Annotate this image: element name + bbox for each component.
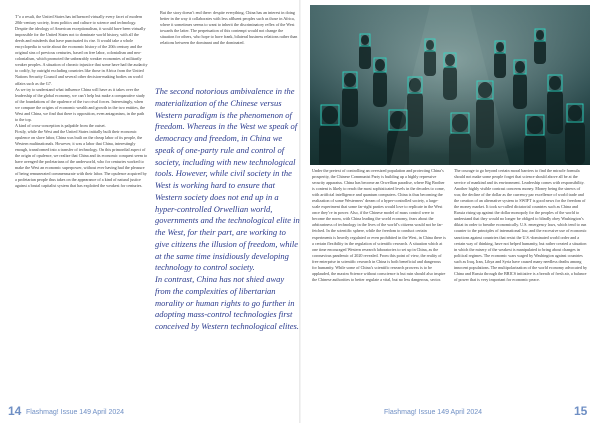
paragraph: As we try to understand what influence China will have as it takes over the leadership of the global economy, we can’t help but make a comparative study of the foundations of the opulence of the two rival forces. Interestingly, when we compare the origins of economic wealth and growth in the two entities, the West and China, we find that there is opposition, even antagonism, in the path to the top. bbox=[15, 86, 145, 122]
right-column-2 bbox=[454, 168, 588, 404]
surveillance-crowd-photo bbox=[310, 5, 590, 165]
pull-quote-paragraph: The second notorious ambivalence in the materialization of the Chinese versus Western paradigm is the phenomenon of freedom. Whereas in the West we speak of democracy and freedom, in China we speak of one-party rule and control of society, including with new technological tools. However, while civil society in the West is working hard to ensure that Western society does not end up in a hyper-controlled Orwellian world, governments and the technological elite in the West, for their part, are working to give citizens the illusion of freedom, while at the same time insidiously developing technology to control society. bbox=[155, 86, 300, 273]
left-column-1 bbox=[15, 14, 148, 390]
paragraph: Firstly, while the West and the United States initially built their economic opulence on slave labor, China was built on the cheap labor of its people, the Western multinationals. However, it was a labor that China, interestingly enough, transformed into a transfer of technology. On this primordial aspect of the origin of opulence, we realize that China and its economic conquest seem to have avenged the proletarians of the underworld, who for centuries worked to make the West an economic superpower, without ever having had the pleasure of being remunerated commensurate with their labor. The opulence acquired by a proletarian people thus takes on the appearance of a kind of natural justice against a brutal capitalist system that has exploited the weakest for centuries. bbox=[15, 128, 148, 189]
right-column-1 bbox=[312, 168, 446, 404]
footer-left: Flashmag! Issue 149 April 2024 bbox=[26, 409, 125, 416]
page-number-right: 15 bbox=[574, 404, 588, 418]
left-column-2-intro bbox=[160, 10, 298, 84]
paragraph: Under the pretext of controlling an oversized population and protecting China’s prosperity, the Chinese Communist Party is building up a highly repressive security apparatus. China has become an Orwellian paradise, where Big Brother is content is likely to reach the most sophisticated levels in the decades to come, with artificial intelligence and quantum computers. China is thus becoming the realization of some Westerners’ dream of a hyper-controlled society, a large-scale experiment that some far-right parties would love to replicate in the West once they’re in power. Also, if the Chinese model of mass control were to become the norm, with China leading the world economy, fears about the arbitrariness of technology in the lives of the world’s citizens would not be far-fetched. In the scientific sphere, while the freedom to conduct certain experiments is heavily regulated or even prohibited in the West, in China there is a certain flexibility in the regulation of scientific research. A situation which at one time encouraged Western research laboratories to set up in China, as the coronavirus pandemic of 2020 revealed. From this point of view, the reality of free enterprise in scientific research in China is both beneficial and dangerous for humanity. While some of China’s scientific research prowess is to be applauded, the maxim Science without conscience is but ruin should also inspire the Chinese authorities to better regulate a vital, but no less dangerous, sector. bbox=[312, 168, 446, 282]
paragraph: The courage to go beyond certain moral barriers to find the miracle formula should not make some people forget that science should above all be at the service of mankind and its environment. Leadership comes with responsibility. Another highly visible contrast concerns money. Money being the sinews of war, the decline of the dollar as the currency par excellence of world trade and the creation of an alternative system to SWIFT is good news for the freedom of the money market. It took so-called dictatorial countries such as China and Russia rising up against the dollar monopoly for the peoples of the world to understand that they would no longer be obliged to blindly obey Washington’s diktat in order to breathe economically. U.S. emergency laws, which tend to run counter to the principles of international law, and the excessive use of economic sanctions against countries that resist the U.S.-dominated world order and a certain way of thinking, have not helped humanity, but rather created a situation in which the misery of the weakest is manipulated to bring about changes in political regimes. The economic wars waged by Washington against countries such as Iraq, Iran, Libya and Syria have caused many needless deaths among innocent populations. The multipolarization of the world economy advocated by China and Russia through the BRICS initiative is a breath of fresh air, a balance of power that is very important for economic peace. bbox=[454, 168, 588, 282]
paragraph: But the story doesn’t end there: despite everything, China has an interest in doing better in the way it collaborates with less affluent peoples such as those in Africa, where it sometimes seems to want to inherit the discriminatory reflex of the West towards the latter. The perpetuation of this contempt would not change the situation for others, who hope to have frank, bilateral business relations rather than relations between the dominant and the dominated. bbox=[160, 10, 298, 46]
page-number-left: 14 bbox=[8, 404, 22, 418]
paragraph: A kind of cross-conception is palpable from the outset. bbox=[15, 122, 106, 128]
pull-quote-paragraph: In contrast, China has not shied away from the complexities of libertarian morality or human rights to go further in adopting mass-control technologies first conceived by Western technological elites. bbox=[155, 274, 299, 331]
pull-quote bbox=[155, 86, 300, 404]
footer-right: Flashmag! Issue 149 April 2024 bbox=[384, 409, 483, 416]
paragraph: T’o a result, the United States has influenced virtually every facet of modern 20th-century society, from politics and culture to science and technology. Despite the ideology of American exceptionalism, it would have been virtually impossible for the United States not to dominate world history, with all the deeds and misdeeds that have punctuated its rise. It would take a whole encyclopedia to write about the economic history of the 20th century and the original sins of previous centuries, based on free labor, colonialism and neo-colonialism, which promoted the unbearably weaker economies of militarily weaker peoples. A situation of chronic injustice that some have had the audacity to codify, by outright excluding countries like those in Africa from the United Nations Security Council and several other decision-making bodies on world affairs such as the G7. bbox=[15, 14, 148, 86]
surveillance-crowd-illustration bbox=[310, 5, 590, 165]
